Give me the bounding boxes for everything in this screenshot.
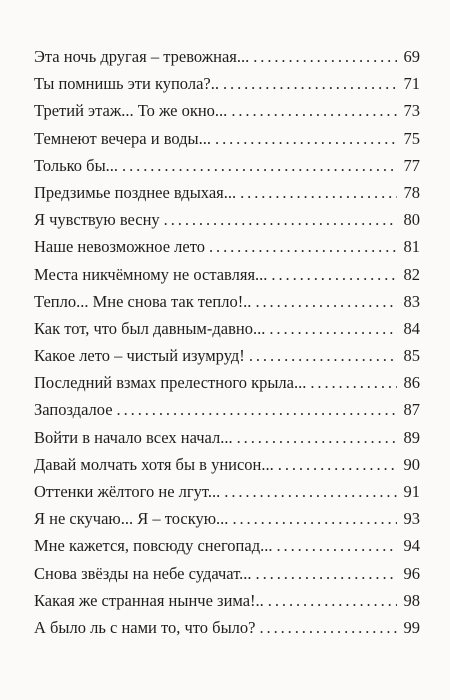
toc-entry — [34, 342, 420, 369]
toc-entry — [34, 179, 420, 206]
toc-entry-title: Наше невозможное лето — [34, 237, 205, 257]
toc-entry-title: Последний взмах прелестного крыла... — [34, 373, 307, 393]
toc-entry-page: 73 — [403, 101, 420, 121]
toc-entry-title: Тепло... Мне снова так тепло!.. — [34, 291, 252, 311]
dot-leader — [164, 206, 397, 233]
dot-leader — [237, 424, 397, 451]
toc-entry-page: 87 — [403, 400, 420, 420]
toc-entry — [34, 43, 420, 70]
dot-leader — [255, 288, 397, 315]
toc-entry — [34, 369, 420, 396]
toc-entry-title: Какая же странная нынче зима!.. — [34, 590, 264, 610]
toc-entry-title: Оттенки жёлтого не лгут... — [34, 482, 221, 501]
toc-entry-title: Я чувствую весну — [34, 210, 160, 230]
toc-entry-page: 69 — [403, 47, 420, 66]
dot-leader — [277, 532, 398, 559]
toc-entry — [34, 97, 420, 124]
toc-entry-page: 89 — [403, 427, 420, 447]
dot-leader — [224, 478, 397, 505]
toc-entry-page: 75 — [403, 128, 420, 148]
dot-leader — [253, 43, 397, 70]
toc-entry — [34, 152, 420, 179]
toc-entry-page: 93 — [403, 509, 420, 529]
toc-entry — [34, 261, 420, 288]
dot-leader — [256, 560, 397, 587]
toc-entry-page: 86 — [403, 373, 420, 393]
toc-entry-title: Давай молчать хотя бы в унисон... — [34, 454, 274, 474]
toc-entry — [34, 505, 420, 532]
dot-leader — [268, 587, 397, 614]
toc-entry — [34, 233, 420, 260]
dot-leader — [249, 342, 397, 369]
toc-entry — [34, 478, 420, 505]
dot-leader — [269, 315, 397, 342]
toc-entry — [34, 451, 420, 478]
toc-entry-page: 78 — [403, 182, 420, 202]
table-of-contents — [34, 43, 420, 641]
toc-entry-title: Места никчёмному не оставляя... — [34, 264, 268, 284]
dot-leader — [259, 614, 397, 641]
dot-leader — [232, 505, 397, 532]
toc-entry-page: 84 — [403, 318, 420, 338]
toc-entry-page: 77 — [403, 155, 420, 175]
toc-entry-title: Третий этаж... То же окно... — [34, 101, 228, 121]
dot-leader — [240, 179, 397, 206]
toc-entry — [34, 396, 420, 423]
toc-entry-title: Предзимье позднее вдыхая... — [34, 182, 237, 202]
dot-leader — [223, 70, 397, 97]
toc-entry-page: 98 — [403, 590, 420, 610]
toc-entry-title: Ты помнишь эти купола?.. — [34, 74, 219, 94]
toc-entry-page: 91 — [403, 482, 420, 501]
toc-entry-title: Войти в начало всех начал... — [34, 427, 233, 447]
toc-entry-title: Какое лето – чистый изумруд! — [34, 346, 245, 366]
dot-leader — [209, 233, 397, 260]
dot-leader — [215, 125, 397, 152]
toc-entry-page: 85 — [403, 346, 420, 366]
toc-entry — [34, 315, 420, 342]
toc-entry-page: 82 — [403, 264, 420, 284]
dot-leader — [231, 97, 397, 124]
toc-entry — [34, 125, 420, 152]
dot-leader — [310, 369, 397, 396]
toc-entry-title: Запоздалое — [34, 400, 113, 420]
toc-entry-page: 99 — [403, 617, 420, 637]
dot-leader — [271, 261, 397, 288]
toc-entry — [34, 288, 420, 315]
toc-entry-title: Эта ночь другая – тревожная... — [34, 47, 250, 66]
dot-leader — [122, 152, 397, 179]
toc-entry-page: 96 — [403, 563, 420, 583]
toc-entry-title: Мне кажется, повсюду снегопад... — [34, 536, 273, 556]
toc-entry — [34, 206, 420, 233]
toc-entry — [34, 614, 420, 641]
toc-entry-title: Снова звёзды на небе судачат... — [34, 563, 252, 583]
toc-entry-title: Темнеют вечера и воды... — [34, 128, 212, 148]
toc-entry-page: 83 — [403, 291, 420, 311]
toc-entry-title: А было ль с нами то, что было? — [34, 617, 256, 637]
toc-entry — [34, 532, 420, 559]
toc-entry-page: 71 — [403, 74, 420, 94]
toc-entry — [34, 560, 420, 587]
toc-entry-page: 80 — [403, 210, 420, 230]
toc-entry-page: 94 — [403, 536, 420, 556]
toc-entry — [34, 587, 420, 614]
toc-entry-title: Только бы... — [34, 155, 119, 175]
toc-entry-page: 81 — [403, 237, 420, 257]
toc-entry — [34, 424, 420, 451]
toc-entry-page: 90 — [403, 454, 420, 474]
dot-leader — [117, 396, 397, 423]
toc-entry — [34, 70, 420, 97]
toc-entry-title: Как тот, что был давным-давно... — [34, 318, 266, 338]
dot-leader — [278, 451, 397, 478]
toc-entry-title: Я не скучаю... Я – тоскую... — [34, 509, 229, 529]
